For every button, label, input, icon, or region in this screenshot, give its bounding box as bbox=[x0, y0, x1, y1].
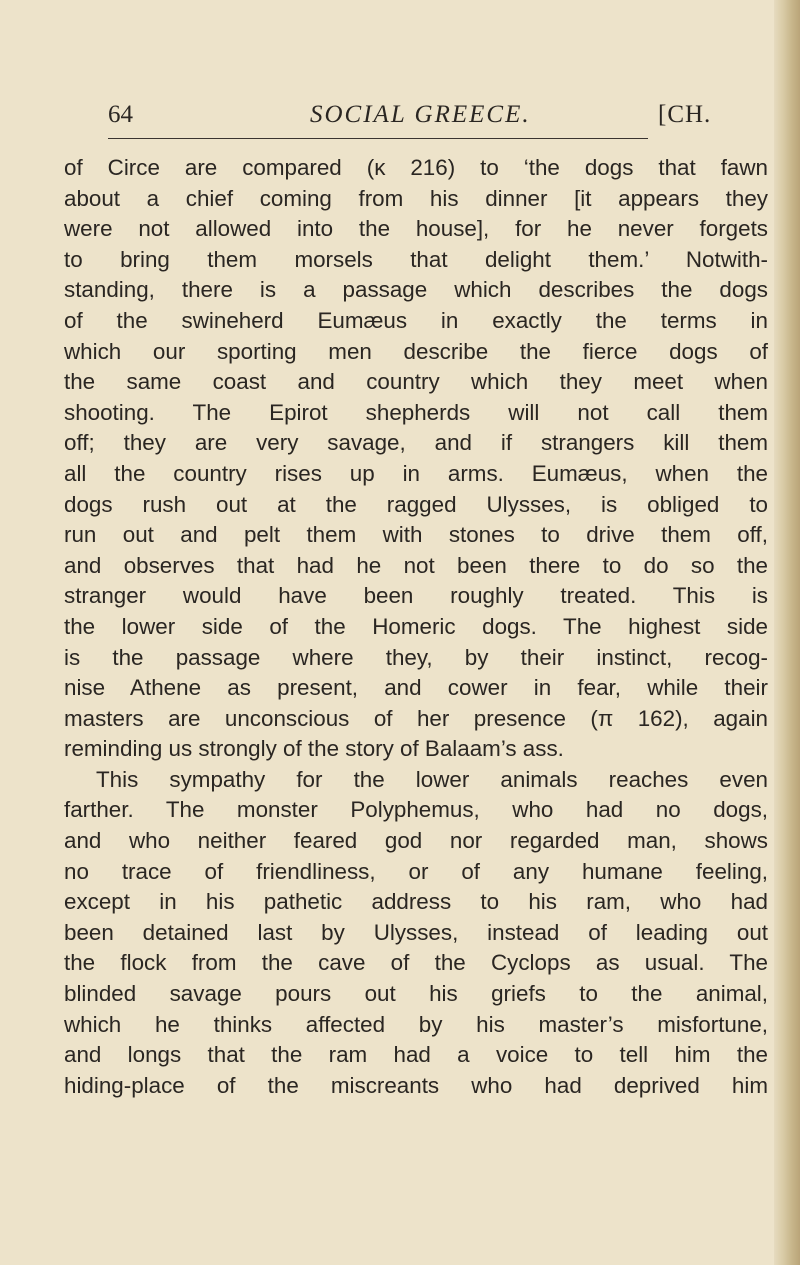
text-line: nise Athene as present, and cower in fear, while their bbox=[64, 675, 768, 701]
text-line: except in his pathetic address to his ram, who had bbox=[64, 889, 768, 915]
text-line: masters are unconscious of her presence (π 162), again bbox=[64, 705, 768, 731]
text-line: no trace of friendliness, or of any humane feeling, bbox=[64, 858, 768, 884]
text-line: is the passage where they, by their instinct, recog- bbox=[64, 644, 768, 670]
text-line: about a chief coming from his dinner [it appears they bbox=[64, 185, 768, 211]
page-number: 64 bbox=[108, 101, 133, 128]
text-line: shooting. The Epirot shepherds will not call them bbox=[64, 399, 768, 425]
text-line: hiding-place of the miscreants who had deprived him bbox=[64, 1072, 768, 1098]
text-line: and longs that the ram had a voice to tell him the bbox=[64, 1042, 768, 1068]
text-line: farther. The monster Polyphemus, who had no dogs, bbox=[64, 797, 768, 823]
header-rule bbox=[108, 138, 648, 139]
text-line: which our sporting men describe the fierce dogs of bbox=[64, 338, 768, 364]
text-line: run out and pelt them with stones to drive them off, bbox=[64, 522, 768, 548]
text-line: all the country rises up in arms. Eumæus, when the bbox=[64, 460, 768, 486]
text-line: off; they are very savage, and if strangers kill them bbox=[64, 430, 768, 456]
text-line: been detained last by Ulysses, instead of leading out bbox=[64, 919, 768, 945]
text-line: the flock from the cave of the Cyclops as usual. The bbox=[64, 950, 768, 976]
text-line: dogs rush out at the ragged Ulysses, is obliged to bbox=[64, 491, 768, 517]
text-line: to bring them morsels that delight them.’ Notwith- bbox=[64, 246, 768, 272]
text-line: and observes that had he not been there to do so the bbox=[64, 552, 768, 578]
running-head bbox=[108, 98, 768, 140]
text-line: which he thinks affected by his master’s misfortune, bbox=[64, 1011, 768, 1037]
text-line: the same coast and country which they meet when bbox=[64, 369, 768, 395]
body-text bbox=[64, 153, 768, 1101]
text-line: This sympathy for the lower animals reaches even bbox=[96, 766, 768, 792]
page-edge-shadow bbox=[774, 0, 800, 1265]
text-line: blinded savage pours out his griefs to the animal, bbox=[64, 981, 768, 1007]
text-line: stranger would have been roughly treated. This is bbox=[64, 583, 768, 609]
text-line: were not allowed into the house], for he never forgets bbox=[64, 216, 768, 242]
text-line: of Circe are compared (κ 216) to ‘the dogs that fawn bbox=[64, 155, 768, 180]
text-line: reminding us strongly of the story of Balaam’s ass. bbox=[64, 736, 564, 762]
running-title: SOCIAL GREECE. bbox=[310, 101, 531, 128]
text-line: standing, there is a passage which describes the dogs bbox=[64, 277, 768, 303]
text-line: of the swineherd Eumæus in exactly the terms in bbox=[64, 307, 768, 333]
text-line: and who neither feared god nor regarded man, shows bbox=[64, 828, 768, 854]
chapter-mark: [CH. bbox=[658, 101, 712, 128]
text-line: the lower side of the Homeric dogs. The highest side bbox=[64, 613, 768, 639]
